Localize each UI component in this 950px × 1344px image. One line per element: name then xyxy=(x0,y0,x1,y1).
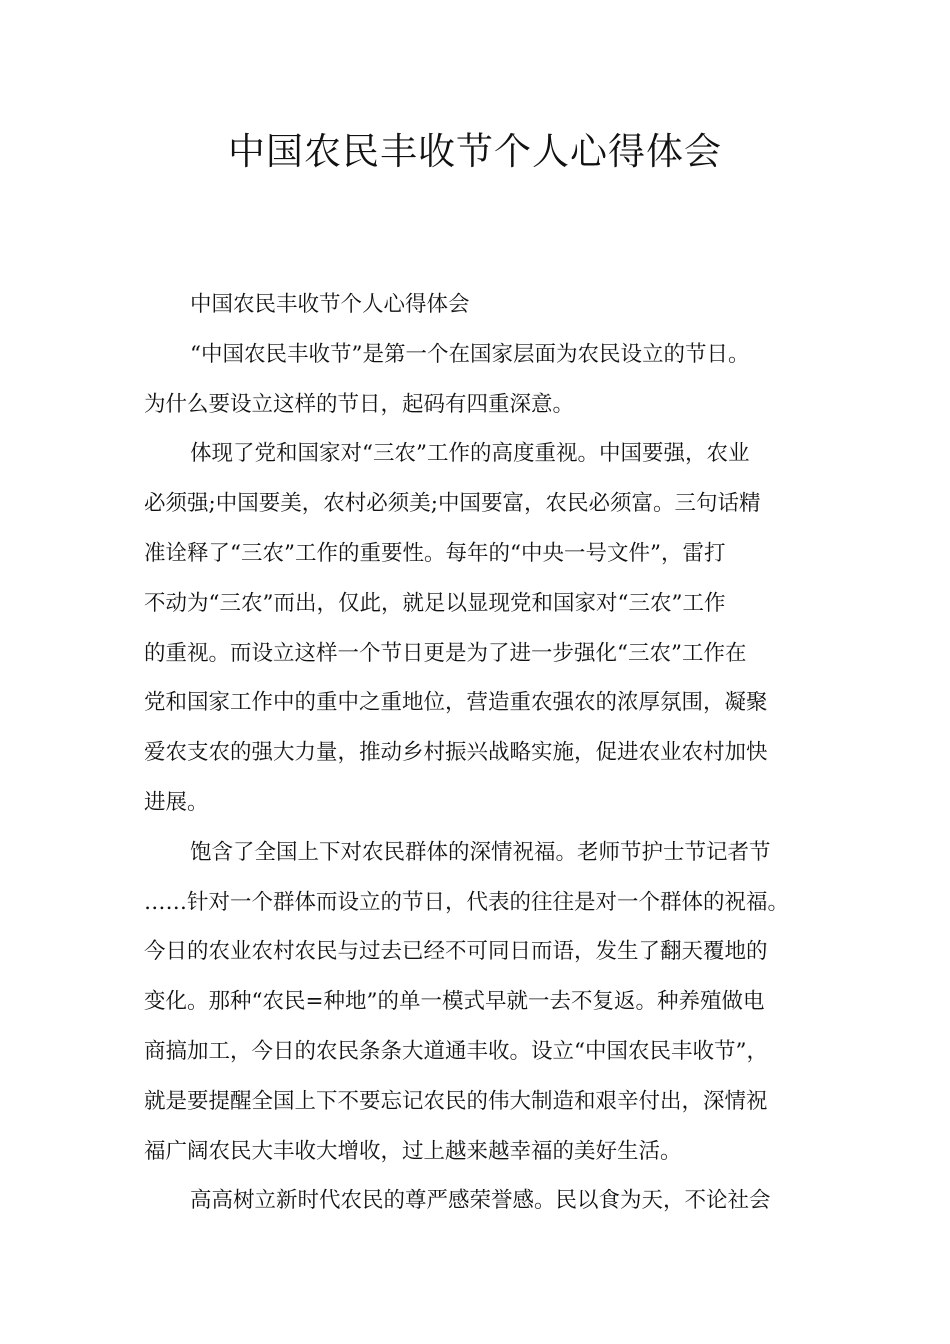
text-line: 变化。那种“农民=种地”的单一模式早就一去不复返。种养殖做电 xyxy=(144,989,765,1015)
text-line: 进展。 xyxy=(144,789,209,815)
text-line: 今日的农业农村农民与过去已经不可同日而语，发生了翻天覆地的 xyxy=(144,939,768,965)
text-line: 体现了党和国家对“三农”工作的高度重视。中国要强，农业 xyxy=(190,441,750,467)
text-line: 准诠释了“三农”工作的重要性。每年的“中央一号文件”，雷打 xyxy=(144,540,726,566)
text-line: 福广阔农民大丰收大增收，过上越来越幸福的美好生活。 xyxy=(144,1138,682,1164)
document-title: 中国农民丰收节个人心得体会 xyxy=(228,130,722,173)
document-body xyxy=(144,280,814,1226)
text-line: 党和国家工作中的重中之重地位，营造重农强农的浓厚氛围，凝聚 xyxy=(144,690,768,716)
text-line: 就是要提醒全国上下不要忘记农民的伟大制造和艰辛付出，深情祝 xyxy=(144,1088,768,1114)
text-line: “中国农民丰收节”是第一个在国家层面为农民设立的节日。 xyxy=(190,341,750,367)
text-line: 商搞加工，今日的农民条条大道通丰收。设立“中国农民丰收节”， xyxy=(144,1038,768,1064)
text-line: 高高树立新时代农民的尊严感荣誉感。民以食为天，不论社会 xyxy=(190,1188,771,1214)
text-line: 爱农支农的强大力量，推动乡村振兴战略实施，促进农业农村加快 xyxy=(144,740,768,766)
text-line: 必须强;中国要美，农村必须美;中国要富，农民必须富。三句话精 xyxy=(144,491,761,517)
text-line: ……针对一个群体而设立的节日，代表的往往是对一个群体的祝福。 xyxy=(144,889,790,915)
text-line: 饱含了全国上下对农民群体的深情祝福。老师节护士节记者节 xyxy=(190,839,771,865)
text-line: 中国农民丰收节个人心得体会 xyxy=(190,292,470,317)
text-line: 的重视。而设立这样一个节日更是为了进一步强化“三农”工作在 xyxy=(144,640,747,666)
text-line: 为什么要设立这样的节日，起码有四重深意。 xyxy=(144,391,575,417)
text-line: 不动为“三农”而出，仅此，就足以显现党和国家对“三农”工作 xyxy=(144,590,726,616)
